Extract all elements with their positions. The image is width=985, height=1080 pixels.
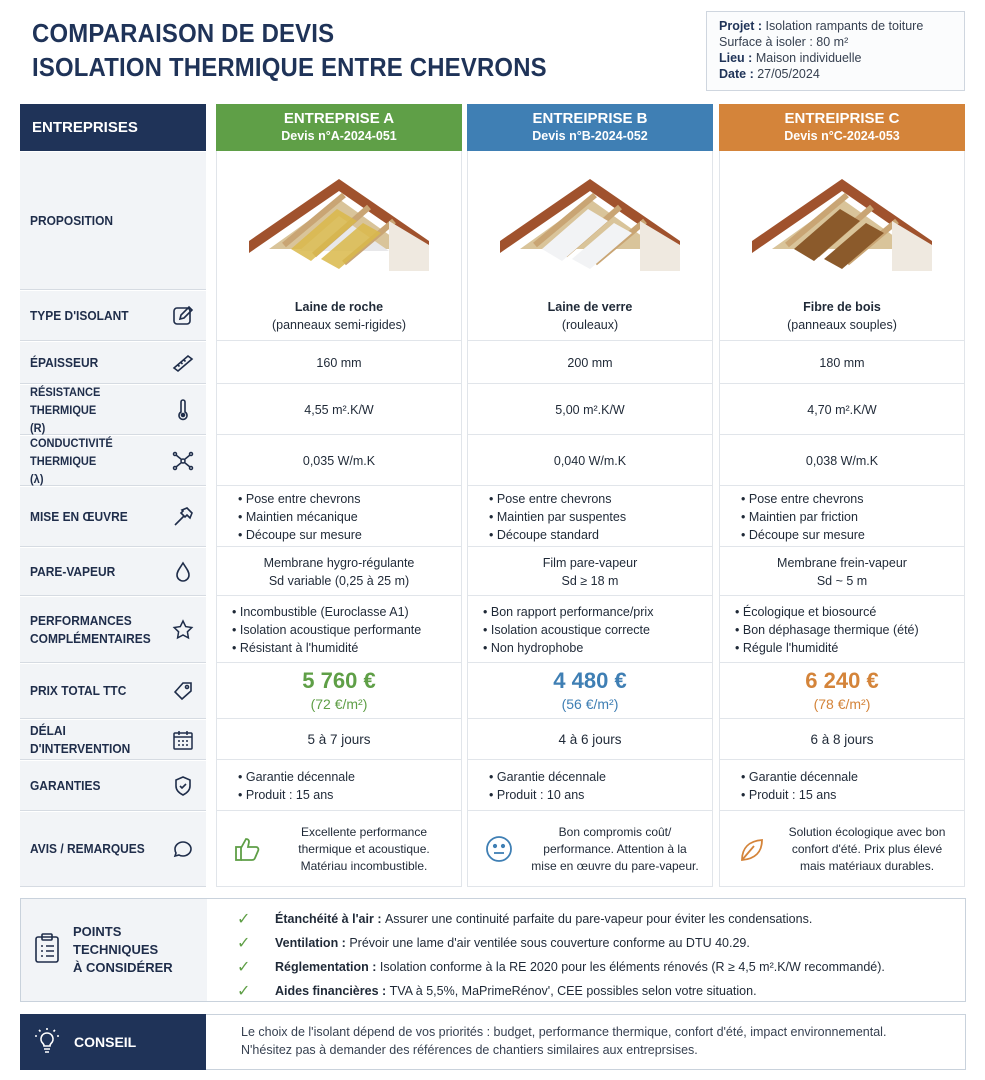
type-isolant-c-sub: (panneaux souples) — [787, 317, 897, 332]
pare-vapeur-b-main: Film pare-vapeur — [542, 555, 638, 570]
title-line-1: COMPARAISON DE DEVIS — [32, 18, 335, 48]
header-company-b — [467, 104, 713, 151]
prix-c-unit: (78 €/m²) — [813, 696, 871, 712]
conseil-label: CONSEIL — [74, 1034, 137, 1050]
row-label-pare-vapeur — [20, 548, 206, 596]
resistance-b: 5,00 m².K/W — [467, 385, 713, 435]
list-item: • Isolation acoustique performante — [232, 621, 421, 639]
pare-vapeur-label: PARE-VAPEUR — [30, 563, 116, 579]
type-isolant-a-main: Laine de roche — [294, 299, 384, 314]
list-item: • Garantie décennale — [741, 768, 858, 786]
tech-item-title: Ventilation : — [275, 936, 346, 950]
check-icon: ✓ — [237, 935, 251, 952]
list-item: • Produit : 15 ans — [238, 786, 333, 804]
list-item: • Pose entre chevrons — [489, 490, 612, 508]
company-b-name: ENTREIPRISE B — [532, 110, 648, 127]
row-label-mise-en-oeuvre — [20, 487, 206, 547]
row-label-prix — [20, 664, 206, 719]
list-item: • Incombustible (Euroclasse A1) — [232, 603, 409, 621]
pencil-icon — [170, 303, 196, 329]
mise-en-oeuvre-a — [216, 487, 462, 547]
epaisseur-b: 200 mm — [467, 342, 713, 384]
company-a-devis: Devis n°A-2024-051 — [281, 129, 397, 143]
conseil-label-box — [20, 1014, 206, 1070]
calendar-icon — [170, 727, 196, 753]
epaisseur-label: ÉPAISSEUR — [30, 354, 99, 370]
pare-vapeur-c-sub: Sd ~ 5 m — [816, 573, 868, 588]
ruler-icon — [170, 350, 196, 376]
avis-a-line-3: Matériau incombustible. — [300, 858, 428, 873]
garanties-c — [719, 761, 965, 811]
lieu-value: Maison individuelle — [755, 51, 862, 65]
list-item: • Bon déphasage thermique (été) — [735, 621, 919, 639]
type-isolant-b-main: Laine de verre — [547, 299, 633, 314]
pare-vapeur-a — [216, 548, 462, 596]
proposition-label: PROPOSITION — [30, 212, 114, 228]
price-tag-icon — [170, 678, 196, 704]
technical-points-list — [237, 907, 885, 1003]
technical-points-title — [73, 923, 207, 977]
conductivite-label-2: (λ) — [30, 471, 44, 486]
drop-icon — [170, 559, 196, 585]
list-item — [237, 979, 885, 1003]
mise-en-oeuvre-label: MISE EN ŒUVRE — [30, 508, 128, 524]
list-item: • Produit : 15 ans — [741, 786, 836, 804]
delai-a: 5 à 7 jours — [216, 720, 462, 760]
type-isolant-b-sub: (rouleaux) — [561, 317, 619, 332]
avis-b-line-2: performance. Attention à la — [543, 841, 687, 856]
pare-vapeur-b — [467, 548, 713, 596]
avis-b — [467, 812, 713, 887]
list-item: • Découpe standard — [489, 526, 599, 544]
thermometer-icon — [170, 397, 196, 423]
list-item: • Garantie décennale — [489, 768, 606, 786]
date-value: 27/05/2024 — [757, 67, 820, 81]
garanties-b — [467, 761, 713, 811]
project-info-box — [706, 11, 965, 91]
title-line-2: ISOLATION THERMIQUE ENTRE CHEVRONS — [32, 52, 547, 82]
pare-vapeur-a-sub: Sd variable (0,25 à 25 m) — [268, 573, 410, 588]
delai-label: DÉLAI D'INTERVENTION — [30, 722, 131, 756]
mise-en-oeuvre-c — [719, 487, 965, 547]
conductivite-c: 0,038 W/m.K — [719, 436, 965, 486]
garanties-label: GARANTIES — [30, 777, 101, 793]
technical-points-box — [20, 898, 966, 1002]
roof-illustration-c — [719, 152, 965, 290]
conseil-text — [241, 1023, 951, 1059]
technical-label-1: POINTS TECHNIQUES — [73, 924, 159, 957]
row-label-epaisseur — [20, 342, 206, 384]
epaisseur-c: 180 mm — [719, 342, 965, 384]
resistance-a: 4,55 m².K/W — [216, 385, 462, 435]
type-isolant-b — [467, 291, 713, 341]
resistance-c: 4,70 m².K/W — [719, 385, 965, 435]
prix-label: PRIX TOTAL TTC — [30, 683, 127, 698]
tech-item-title: Étanchéité à l'air : — [275, 912, 382, 926]
type-isolant-c — [719, 291, 965, 341]
check-icon: ✓ — [237, 983, 251, 1000]
type-isolant-label: TYPE D'ISOLANT — [30, 307, 129, 323]
check-icon: ✓ — [237, 959, 251, 976]
tech-item-title: Réglementation : — [275, 960, 377, 974]
thumbs-up-icon — [230, 831, 266, 867]
performances-c — [719, 597, 965, 663]
delai-c: 6 à 8 jours — [719, 720, 965, 760]
performances-label — [30, 612, 159, 648]
header-company-a — [216, 104, 462, 151]
tech-item-text: Prévoir une lame d'air ventilée sous couverture conforme au DTU 40.29. — [349, 936, 750, 950]
prix-b — [467, 664, 713, 719]
company-c-name: ENTREIPRISE C — [784, 110, 900, 127]
conductivite-label-1: CONDUCTIVITÉ THERMIQUE — [30, 435, 113, 468]
avis-c-line-3: mais matériaux durables. — [799, 858, 935, 873]
type-isolant-a — [216, 291, 462, 341]
list-item: • Pose entre chevrons — [741, 490, 864, 508]
list-item — [237, 955, 885, 979]
projet-value: Isolation rampants de toiture — [765, 19, 924, 33]
tech-item-text: Assurer une continuité parfaite du pare-vapeur pour éviter les condensations. — [384, 912, 813, 926]
pare-vapeur-b-sub: Sd ≥ 18 m — [561, 573, 619, 588]
speech-bubble-icon — [170, 836, 196, 862]
check-icon: ✓ — [237, 911, 251, 928]
list-item: • Résistant à l'humidité — [232, 639, 358, 657]
leaf-icon — [733, 831, 769, 867]
garanties-a — [216, 761, 462, 811]
star-icon — [170, 617, 196, 643]
list-item: • Garantie décennale — [238, 768, 355, 786]
avis-a-line-1: Excellente performance — [300, 824, 428, 839]
prix-b-total: 4 480 € — [553, 668, 627, 693]
header-entreprises: ENTREPRISES — [20, 104, 206, 151]
resistance-label-1: RÉSISTANCE THERMIQUE — [30, 384, 101, 417]
surface-value: 80 m² — [816, 35, 849, 49]
conseil-line-2: N'hésitez pas à demander des références de chantiers similaires aux entreprsises. — [241, 1043, 698, 1057]
resistance-label — [30, 383, 159, 437]
avis-b-line-3: mise en œuvre du pare-vapeur. — [531, 858, 699, 873]
mise-en-oeuvre-b — [467, 487, 713, 547]
avis-c — [719, 812, 965, 887]
list-item — [237, 907, 885, 931]
row-label-avis — [20, 812, 206, 887]
company-c-devis: Devis n°C-2024-053 — [784, 129, 900, 143]
row-label-performances — [20, 597, 206, 663]
conductivite-label — [30, 434, 159, 488]
list-item: • Écologique et biosourcé — [735, 603, 876, 621]
prix-a — [216, 664, 462, 719]
avis-b-line-1: Bon compromis coût/ — [558, 824, 672, 839]
prix-c — [719, 664, 965, 719]
list-item: • Non hydrophobe — [483, 639, 583, 657]
date-label: Date : — [719, 67, 754, 81]
pare-vapeur-a-main: Membrane hygro-régulante — [263, 555, 415, 570]
resistance-label-2: (R) — [30, 420, 46, 435]
performances-label-1: PERFORMANCES — [30, 612, 132, 628]
list-item: • Maintien par friction — [741, 508, 858, 526]
conductivite-a: 0,035 W/m.K — [216, 436, 462, 486]
prix-b-unit: (56 €/m²) — [561, 696, 619, 712]
row-label-type-isolant — [20, 291, 206, 341]
epaisseur-a: 160 mm — [216, 342, 462, 384]
list-item: • Isolation acoustique correcte — [483, 621, 650, 639]
list-item: • Maintien mécanique — [238, 508, 358, 526]
list-item: • Produit : 10 ans — [489, 786, 584, 804]
row-label-delai — [20, 720, 206, 760]
avis-a-line-2: thermique et acoustique. — [298, 841, 430, 856]
shield-icon — [170, 773, 196, 799]
avis-a — [216, 812, 462, 887]
surface-label: Surface à isoler : — [719, 35, 813, 49]
pare-vapeur-c — [719, 548, 965, 596]
type-isolant-a-sub: (panneaux semi-rigides) — [271, 317, 407, 332]
conseil-line-1: Le choix de l'isolant dépend de vos priorités : budget, performance thermique, confort d'été, impact environnemental. — [241, 1025, 887, 1039]
avis-c-line-2: confort d'été. Prix plus élevé — [791, 841, 943, 856]
company-a-name: ENTREPRISE A — [283, 110, 395, 127]
lightbulb-icon — [34, 1027, 60, 1058]
technical-label-2: À CONSIDÉRER — [73, 960, 173, 975]
tech-item-text: Isolation conforme à la RE 2020 pour les éléments rénovés (R ≥ 4,5 m².K/W recommandé). — [379, 960, 885, 974]
technical-points-label-box — [21, 899, 207, 1001]
row-label-conductivite — [20, 436, 206, 486]
lieu-label: Lieu : — [719, 51, 753, 65]
tech-item-title: Aides financières : — [275, 984, 387, 998]
performances-a — [216, 597, 462, 663]
roof-illustration-a — [216, 152, 462, 290]
list-item: • Bon rapport performance/prix — [483, 603, 653, 621]
page-title — [32, 16, 592, 84]
delai-b: 4 à 6 jours — [467, 720, 713, 760]
hammer-icon — [170, 504, 196, 530]
type-isolant-c-main: Fibre de bois — [803, 299, 881, 314]
conductivite-b: 0,040 W/m.K — [467, 436, 713, 486]
network-icon — [170, 448, 196, 474]
list-item: • Maintien par suspentes — [489, 508, 626, 526]
list-item: • Découpe sur mesure — [741, 526, 865, 544]
row-label-garanties — [20, 761, 206, 811]
prix-c-total: 6 240 € — [805, 668, 879, 693]
performances-b — [467, 597, 713, 663]
tech-item-text: TVA à 5,5%, MaPrimeRénov', CEE possibles selon votre situation. — [389, 984, 757, 998]
list-item: • Régule l'humidité — [735, 639, 838, 657]
pare-vapeur-c-main: Membrane frein-vapeur — [777, 555, 907, 570]
list-item — [237, 931, 885, 955]
row-label-proposition — [20, 152, 206, 290]
neutral-face-icon — [481, 831, 517, 867]
avis-c-line-1: Solution écologique avec bon — [788, 824, 946, 839]
clipboard-icon — [33, 932, 61, 969]
prix-a-unit: (72 €/m²) — [310, 696, 368, 712]
row-label-resistance — [20, 385, 206, 435]
list-item: • Pose entre chevrons — [238, 490, 361, 508]
performances-label-2: COMPLÉMENTAIRES — [30, 630, 151, 646]
prix-a-total: 5 760 € — [302, 668, 376, 693]
roof-illustration-b — [467, 152, 713, 290]
list-item: • Découpe sur mesure — [238, 526, 362, 544]
avis-label: AVIS / REMARQUES — [30, 841, 145, 856]
projet-label: Projet : — [719, 19, 763, 33]
header-company-c — [719, 104, 965, 151]
conseil-box — [20, 1014, 966, 1070]
company-b-devis: Devis n°B-2024-052 — [532, 129, 648, 143]
